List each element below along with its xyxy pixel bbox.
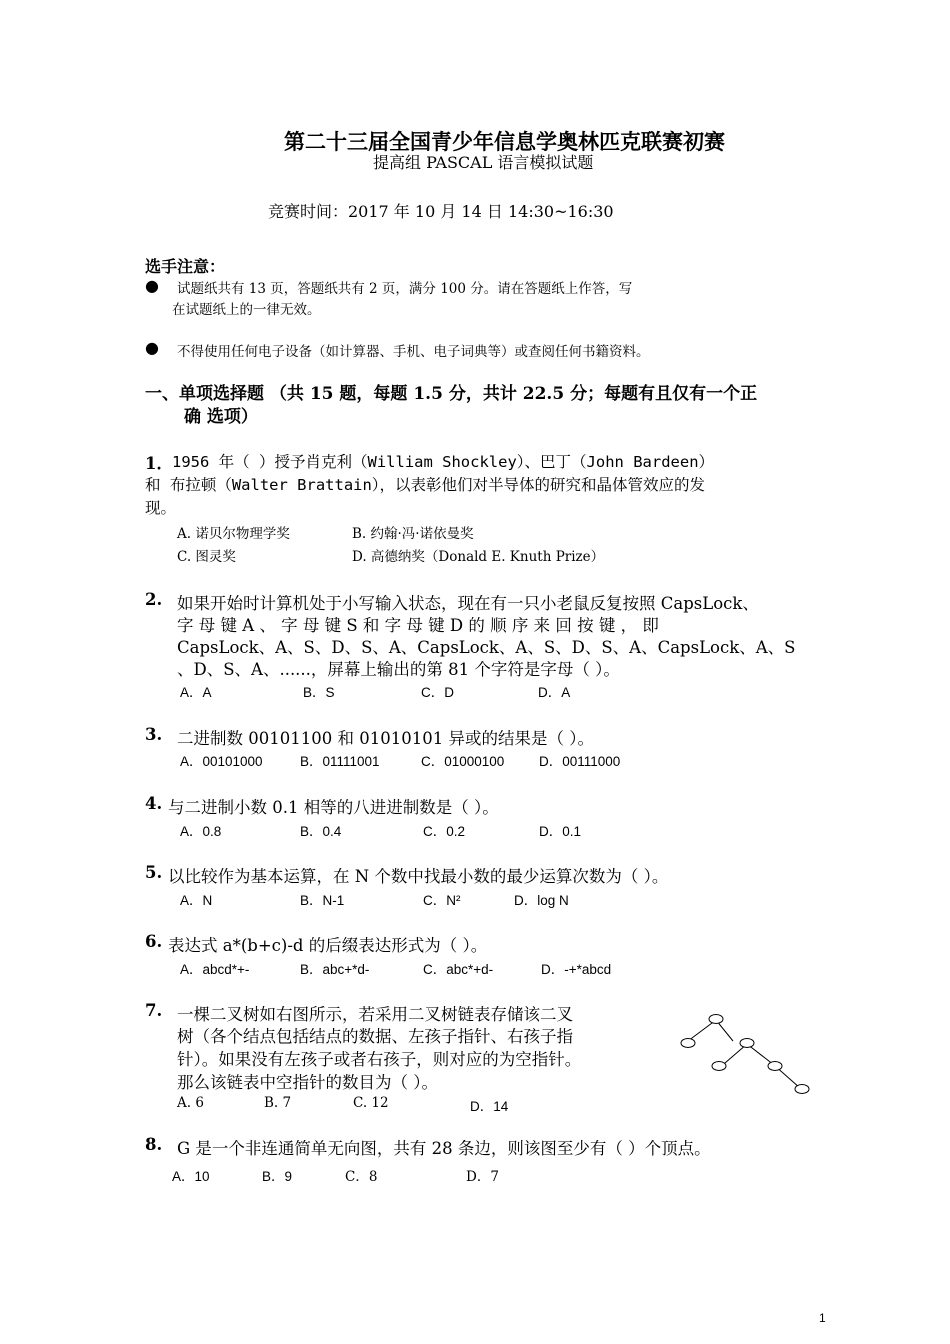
option: C．abc*+d- (423, 962, 494, 977)
option: A. 诺贝尔物理学奖 (177, 526, 290, 542)
question-text: G 是一个非连通简单无向图，共有 28 条边，则该图至少有（ ）个顶点。 (177, 1139, 711, 1158)
option: D．log N (514, 893, 569, 908)
question-text: CapsLock、A、S、D、S、A、CapsLock、A、S、D、S、A、CapsLock、A、S (177, 638, 796, 657)
question-number: 2. (145, 590, 163, 609)
option: B．abc+*d- (300, 962, 370, 977)
bullet-icon: ● (145, 276, 159, 295)
option: A．A (180, 685, 212, 700)
option: D. 高德纳奖（Donald E. Knuth Prize） (352, 549, 605, 565)
question-number: 7. (145, 1001, 163, 1020)
question-text: 现。 (145, 499, 177, 517)
option: C．01000100 (421, 754, 505, 769)
option: A．0.8 (180, 824, 222, 839)
question-text: 一棵二叉树如右图所示，若采用二叉树链表存储该二叉 (177, 1005, 573, 1024)
bullet-icon: ● (145, 338, 159, 357)
option: C．8 (345, 1169, 378, 1185)
option: D．-+*abcd (541, 962, 612, 977)
tree-node (681, 1039, 695, 1048)
question-text: 表达式 a*(b+c)-d 的后缀表达形式为（ ）。 (168, 936, 488, 955)
contest-time: 竞赛时间：2017 年 10 月 14 日 14:30~16:30 (268, 202, 614, 221)
option: A．00101000 (180, 754, 263, 769)
option: D．14 (470, 1099, 509, 1114)
question-text: 二进制数 00101100 和 01010101 异或的结果是（ ）。 (177, 729, 594, 748)
question-number: 1． (145, 454, 173, 473)
option: B．S (303, 685, 335, 700)
page-title: 第二十三届全国青少年信息学奥林匹克联赛初赛 (284, 129, 725, 154)
question-text: 与二进制小数 0.1 相等的八进进制数是（ ）。 (168, 798, 499, 817)
tree-node (795, 1085, 809, 1094)
question-number: 3. (145, 725, 163, 744)
question-text: 那么该链表中空指针的数目为（ ）。 (177, 1073, 438, 1092)
question-text: 、D、S、A、......，屏幕上输出的第 81 个字符是字母（ ）。 (177, 660, 620, 679)
option: B. 7 (264, 1095, 292, 1111)
tree-node (712, 1062, 726, 1071)
option: A．N (180, 893, 213, 908)
notice-heading: 选手注意： (145, 257, 226, 276)
tree-node (709, 1015, 723, 1024)
page-subtitle: 提高组 PASCAL 语言模拟试题 (373, 153, 594, 172)
option: C. 12 (353, 1095, 389, 1111)
option: D．0.1 (539, 824, 582, 839)
option: A．10 (172, 1169, 210, 1184)
binary-tree-figure (672, 1008, 822, 1098)
section-heading-cont: 确 选项） (184, 407, 258, 427)
question-text: 和 布拉顿（Walter Brattain），以表彰他们对半导体的研究和晶体管效应的发 (145, 476, 706, 494)
question-number: 6. (145, 932, 163, 951)
option: D．7 (466, 1169, 499, 1185)
question-number: 8. (145, 1135, 163, 1154)
question-text: 字 母 键 A 、 字 母 键 S 和 字 母 键 D 的 顺 序 来 回 按 键 ， 即 (177, 616, 659, 635)
option: C．0.2 (423, 824, 466, 839)
section-heading: 一、单项选择题 （共 15 题，每题 1.5 分，共计 22.5 分；每题有且仅有一个正 (145, 384, 758, 404)
option: B．01111001 (300, 754, 380, 769)
option: A. 6 (177, 1095, 204, 1111)
tree-node (740, 1039, 754, 1048)
question-number: 4. (145, 794, 163, 813)
notice-item: 试题纸共有 13 页，答题纸共有 2 页，满分 100 分。请在答题纸上作答，写 (177, 281, 633, 297)
question-text: 1956 年（ ）授予肖克利（William Shockley）、巴丁（John Bardeen） (172, 453, 715, 471)
option: C．N² (423, 893, 461, 908)
question-text: 如果开始时计算机处于小写输入状态，现在有一只小老鼠反复按照 CapsLock、 (177, 594, 759, 613)
question-text: 针）。如果没有左孩子或者右孩子，则对应的为空指针。 (177, 1050, 582, 1069)
option: B．0.4 (300, 824, 342, 839)
option: C. 图灵奖 (177, 549, 236, 565)
question-text: 树（各个结点包括结点的数据、左孩子指针、右孩子指 (177, 1027, 573, 1046)
page-number: 1 (819, 1311, 826, 1325)
tree-node (768, 1062, 782, 1071)
option: A．abcd*+- (180, 962, 250, 977)
option: B. 约翰·冯·诺依曼奖 (352, 526, 474, 542)
question-text: 以比较作为基本运算，在 N 个数中找最小数的最少运算次数为（ ）。 (168, 867, 669, 886)
option: D．00111000 (539, 754, 621, 769)
option: D．A (538, 685, 571, 700)
option: B．9 (262, 1169, 293, 1184)
option: B．N-1 (300, 893, 345, 908)
question-number: 5. (145, 863, 163, 882)
notice-item: 在试题纸上的一律无效。 (172, 302, 321, 318)
option: C．D (421, 685, 454, 700)
notice-item: 不得使用任何电子设备（如计算器、手机、电子词典等）或查阅任何书籍资料。 (177, 344, 650, 360)
